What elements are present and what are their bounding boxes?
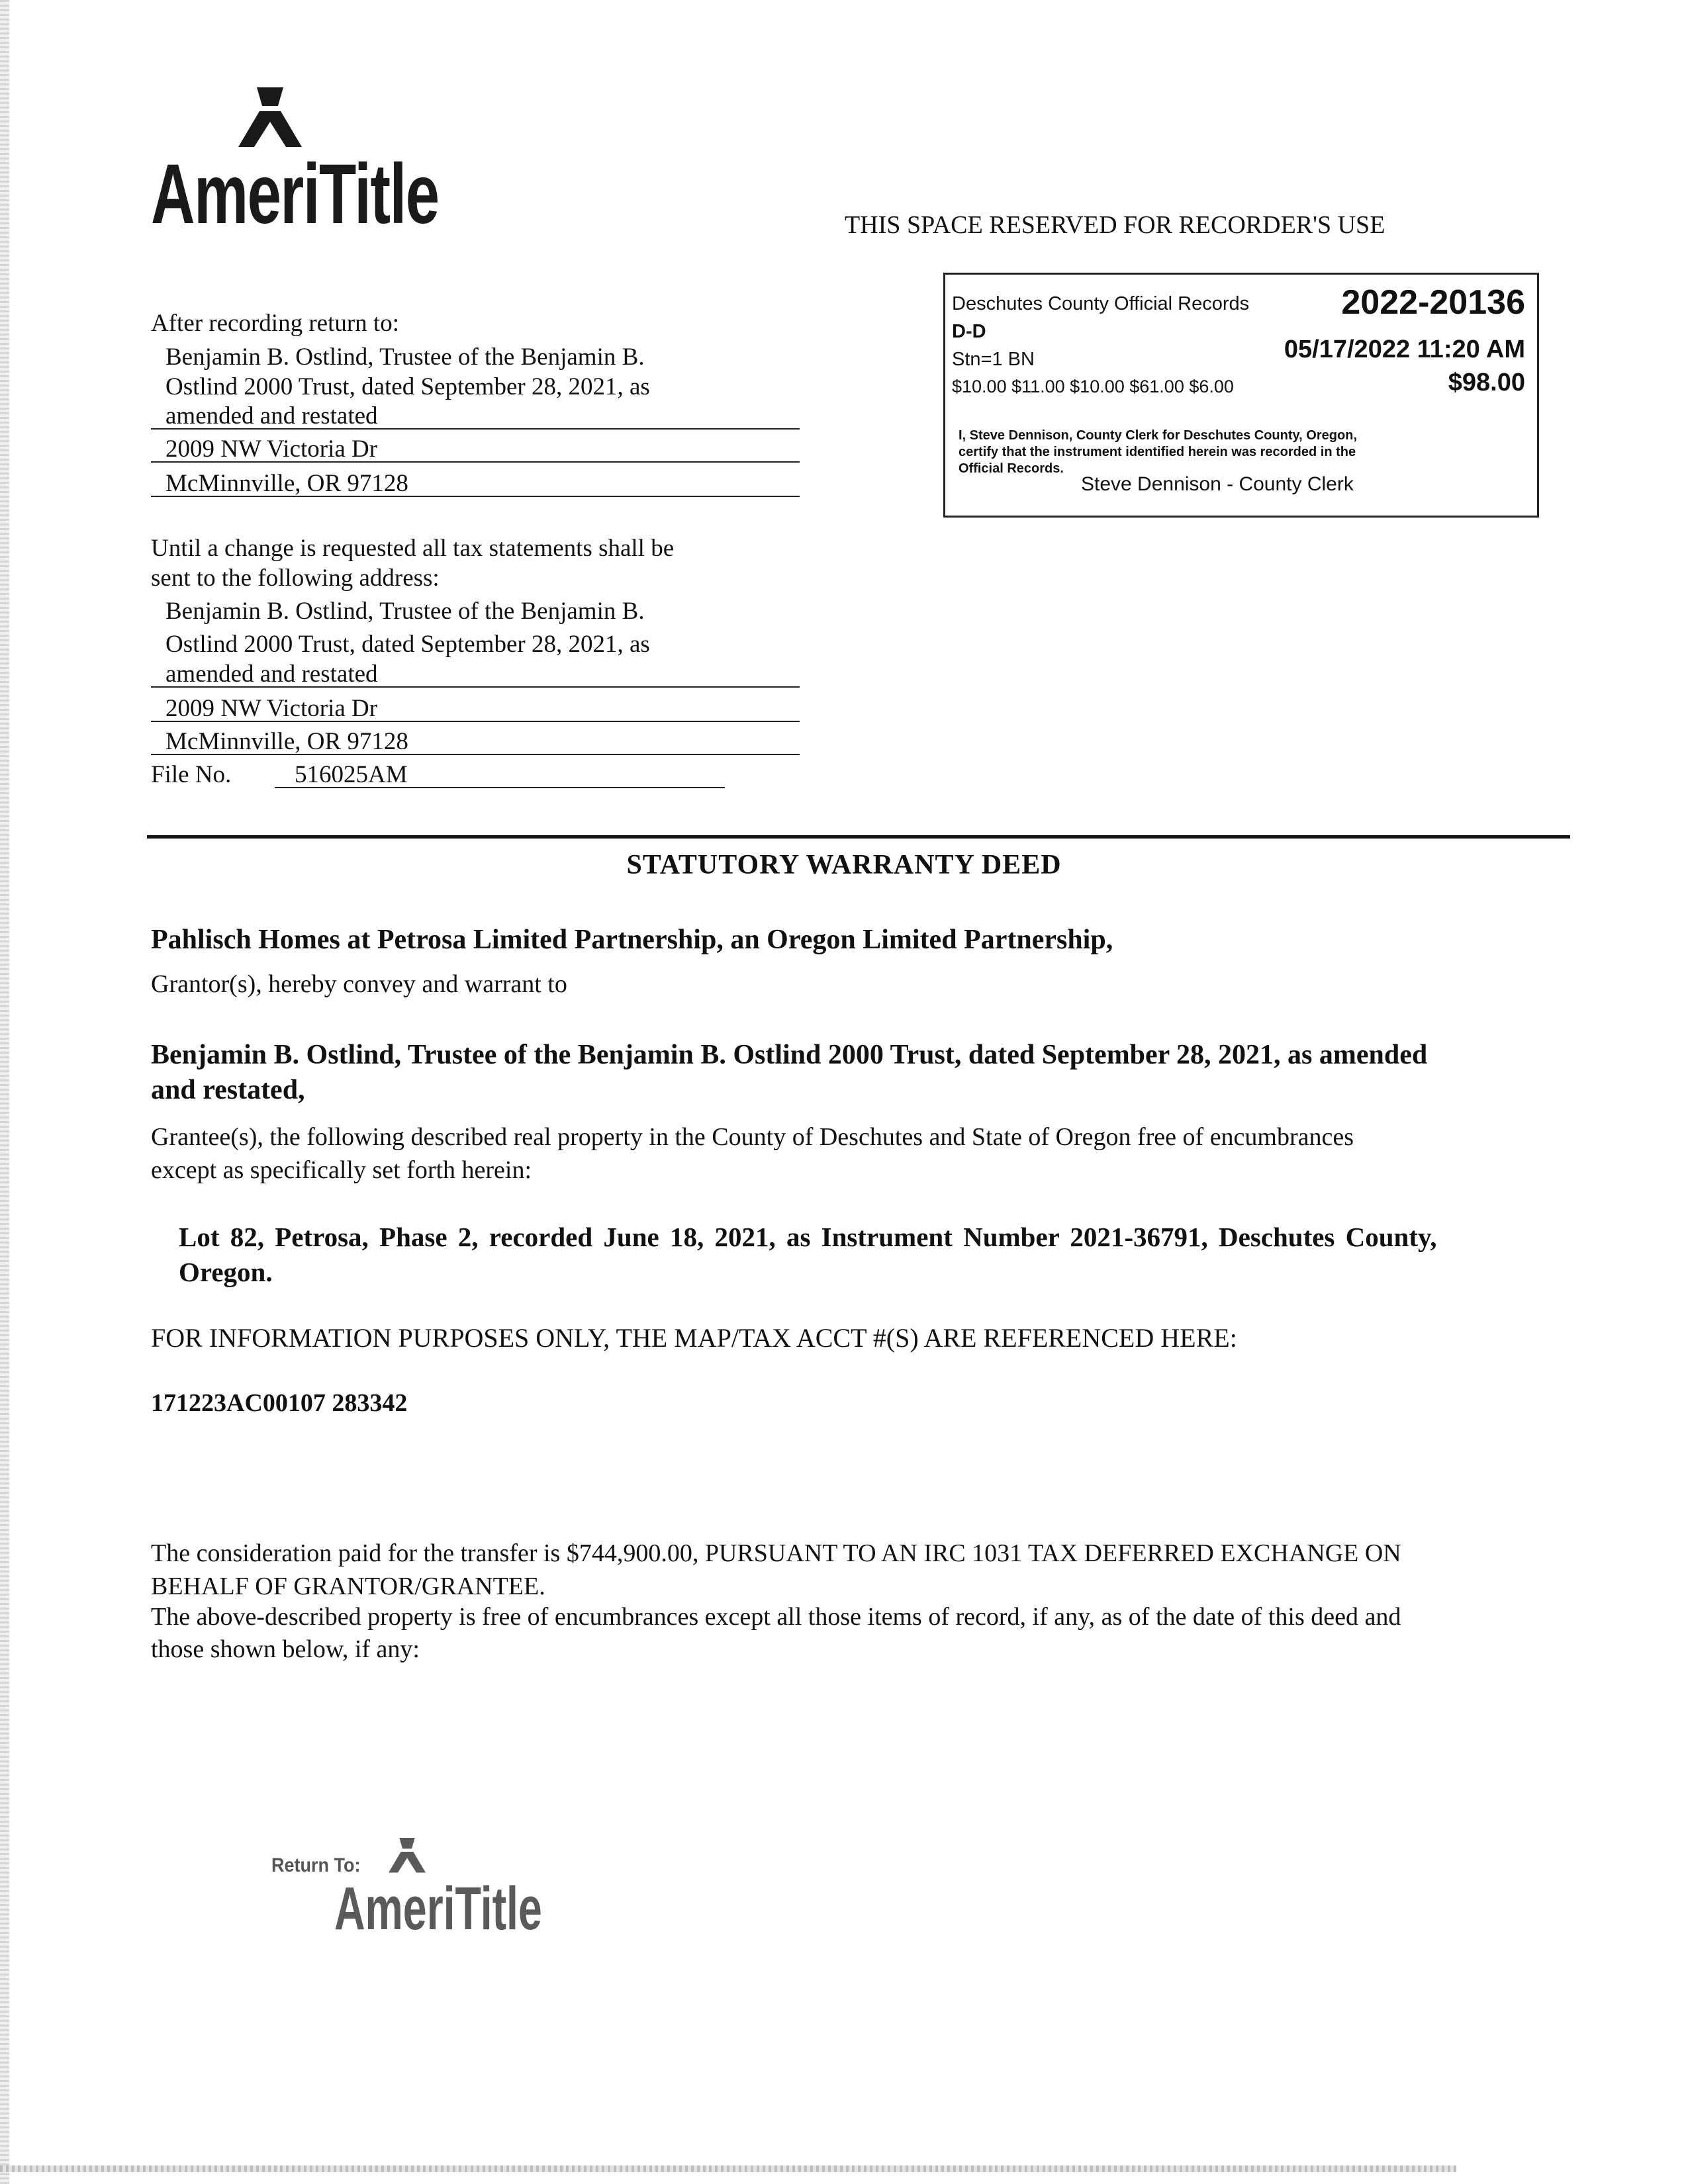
total-fee: $98.00 [1448, 369, 1525, 396]
return-to-line: Ostlind 2000 Trust, dated September 28, 2021, as [165, 373, 650, 400]
tax-address-street: 2009 NW Victoria Dr [151, 696, 800, 722]
grantor-clause: Grantor(s), hereby convey and warrant to [151, 970, 567, 998]
clerk-signature: Steve Dennison - County Clerk [1081, 473, 1354, 495]
legal-description: Oregon. [179, 1257, 273, 1287]
tax-address-line: amended and restated [151, 662, 800, 688]
fee-list: $10.00 $11.00 $10.00 $61.00 $6.00 [952, 377, 1234, 396]
logo-text: AmeriTitle [151, 147, 439, 242]
encumbrance-statement: those shown below, if any: [151, 1635, 420, 1663]
tax-address-line: Benjamin B. Ostlind, Trustee of the Benjamin B. [165, 598, 645, 625]
logo-a-mark-icon [230, 86, 310, 152]
return-to-street: 2009 NW Victoria Dr [151, 437, 800, 463]
consideration-statement: BEHALF OF GRANTOR/GRANTEE. [151, 1572, 545, 1600]
grantee-clause: Grantee(s), the following described real property in the County of Deschutes and State of Oregon free of encumbrances [151, 1123, 1354, 1151]
return-to-label: After recording return to: [151, 310, 399, 337]
certification-line: Official Records. [959, 461, 1064, 476]
grantee-name: and restated, [151, 1075, 305, 1105]
tax-address-line: Ostlind 2000 Trust, dated September 28, 2021, as [165, 631, 650, 658]
tax-address-city: McMinnville, OR 97128 [151, 729, 800, 755]
section-divider [147, 835, 1570, 839]
recorded-datetime: 05/17/2022 11:20 AM [1284, 336, 1525, 363]
ameritite-logo [151, 86, 495, 242]
return-to-city: McMinnville, OR 97128 [151, 471, 800, 497]
grantee-name: Benjamin B. Ostlind, Trustee of the Benjamin B. Ostlind 2000 Trust, dated September 28, 2021, as amended [151, 1040, 1428, 1070]
stamp-a-mark-icon [384, 1833, 430, 1880]
info-purposes-note: FOR INFORMATION PURPOSES ONLY, THE MAP/TAX ACCT #(S) ARE REFERENCED HERE: [151, 1323, 1237, 1353]
stamp-return-label: Return To: [271, 1854, 361, 1876]
scan-edge-left [0, 0, 9, 2184]
stamp-logo-text: AmeriTitle [334, 1875, 542, 1942]
tax-statement-label: Until a change is requested all tax statements shall be [151, 535, 675, 562]
file-number-label: File No. [151, 761, 232, 788]
return-to-line: Benjamin B. Ostlind, Trustee of the Benjamin B. [165, 343, 645, 371]
legal-description: Lot 82, Petrosa, Phase 2, recorded June 18, 2021, as Instrument Number 2021-36791, Deschutes County, [179, 1222, 1437, 1252]
station: Stn=1 BN [952, 349, 1035, 370]
certification-line: certify that the instrument identified herein was recorded in the [959, 445, 1356, 459]
return-to-line: amended and restated [151, 404, 800, 430]
deed-title: STATUTORY WARRANTY DEED [626, 850, 1062, 880]
consideration-statement: The consideration paid for the transfer is $744,900.00, PURSUANT TO AN IRC 1031 TAX DEFERRED EXCHANGE ON [151, 1539, 1401, 1567]
file-number: 516025AM [275, 762, 725, 788]
return-to-stamp [271, 1833, 549, 1959]
instrument-number: 2022-20136 [1341, 283, 1525, 322]
grantor-name: Pahlisch Homes at Petrosa Limited Partnership, an Oregon Limited Partnership, [151, 925, 1113, 955]
recorder-reserved-label: THIS SPACE RESERVED FOR RECORDER'S USE [845, 211, 1385, 239]
certification-line: I, Steve Dennison, County Clerk for Deschutes County, Oregon, [959, 428, 1357, 443]
records-office: Deschutes County Official Records [952, 293, 1250, 314]
scan-edge-bottom [0, 2165, 1456, 2172]
tax-account-number: 171223AC00107 283342 [151, 1389, 408, 1417]
recording-stamp-box [943, 273, 1539, 518]
tax-statement-label: sent to the following address: [151, 565, 440, 592]
encumbrance-statement: The above-described property is free of encumbrances except all those items of record, if any, as of the date of this deed and [151, 1603, 1401, 1631]
grantee-clause: except as specifically set forth herein: [151, 1156, 532, 1184]
doc-type: D-D [952, 321, 986, 342]
